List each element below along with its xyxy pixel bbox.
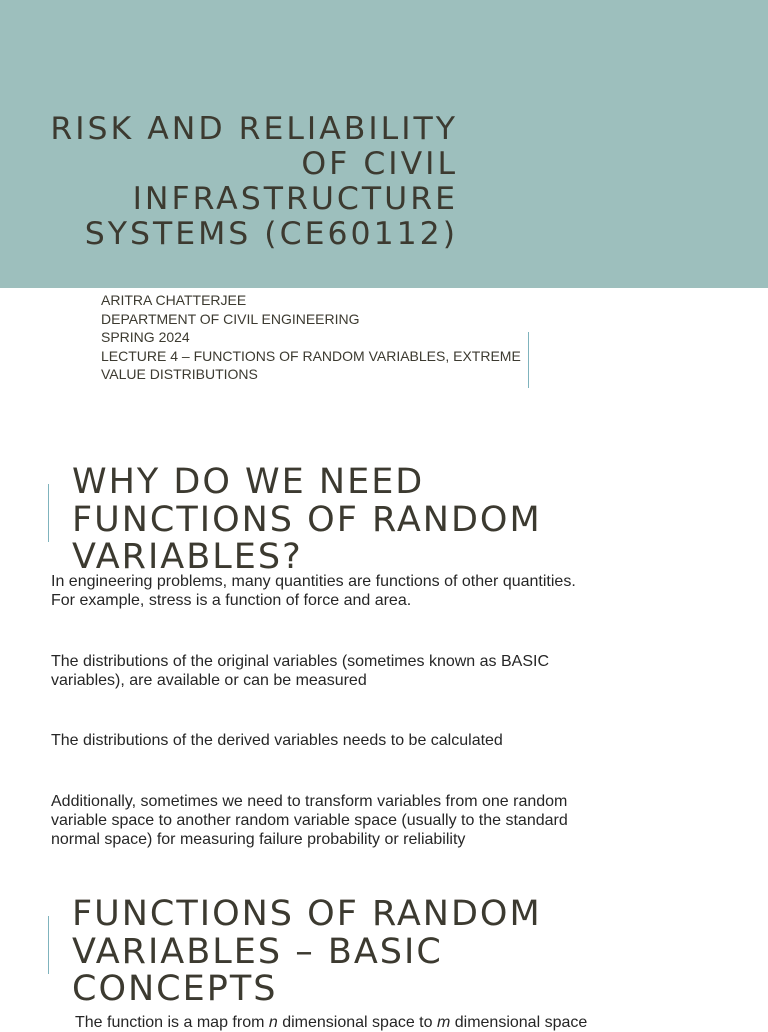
paragraph-line: The distributions of the derived variables needs to be calculated (51, 732, 503, 749)
paragraph-line: For example, stress is a function of force and area. (51, 592, 412, 609)
heading-line: FUNCTIONS OF RANDOM (72, 499, 542, 540)
slide-heading (72, 896, 672, 1009)
lecture-title-continued: VALUE DISTRIBUTIONS (101, 366, 258, 383)
title-line: SYSTEMS (CE60112) (84, 216, 458, 252)
body-paragraph-partial (75, 1013, 695, 1032)
heading-line: VARIABLES – BASIC (72, 931, 443, 972)
heading-line: CONCEPTS (72, 969, 278, 1009)
accent-divider (48, 916, 49, 974)
paragraph-line: variable space to another random variable space (usually to the standard (51, 812, 568, 829)
heading-line: WHY DO WE NEED (72, 462, 425, 502)
body-paragraph (51, 731, 671, 750)
paragraph-line (75, 1013, 695, 1032)
paragraph-line: In engineering problems, many quantities are functions of other quantities. (51, 573, 576, 590)
text-fragment: dimensional space (450, 1014, 588, 1031)
variable-m: m (436, 1014, 451, 1031)
paragraph-line: The distributions of the original variables (sometimes known as BASIC (51, 653, 549, 670)
text-fragment: dimensional space to (277, 1014, 437, 1031)
lecture-title: LECTURE 4 – FUNCTIONS OF RANDOM VARIABLES, EXTREME (101, 347, 521, 364)
variable-n: n (268, 1014, 278, 1031)
accent-divider (48, 484, 49, 542)
author-name: ARITRA CHATTERJEE (101, 292, 247, 308)
title-line: RISK AND RELIABILITY (50, 111, 458, 147)
title-line: INFRASTRUCTURE (132, 181, 458, 217)
lecture-info (101, 291, 541, 384)
text-fragment: The function is a map from (75, 1014, 269, 1031)
body-paragraph (51, 652, 671, 690)
heading-line: FUNCTIONS OF RANDOM (72, 894, 542, 934)
slide-heading (72, 464, 672, 577)
body-paragraph (51, 792, 671, 849)
heading-line: VARIABLES? (72, 537, 303, 577)
paragraph-line: Additionally, sometimes we need to transform variables from one random (51, 793, 568, 810)
semester: SPRING 2024 (101, 329, 190, 346)
department: DEPARTMENT OF CIVIL ENGINEERING (101, 310, 360, 327)
body-paragraph (51, 572, 671, 610)
paragraph-line: normal space) for measuring failure probability or reliability (51, 831, 466, 848)
presentation-title (18, 112, 458, 252)
paragraph-line: variables), are available or can be measured (51, 672, 367, 689)
title-line: OF CIVIL (301, 146, 458, 182)
